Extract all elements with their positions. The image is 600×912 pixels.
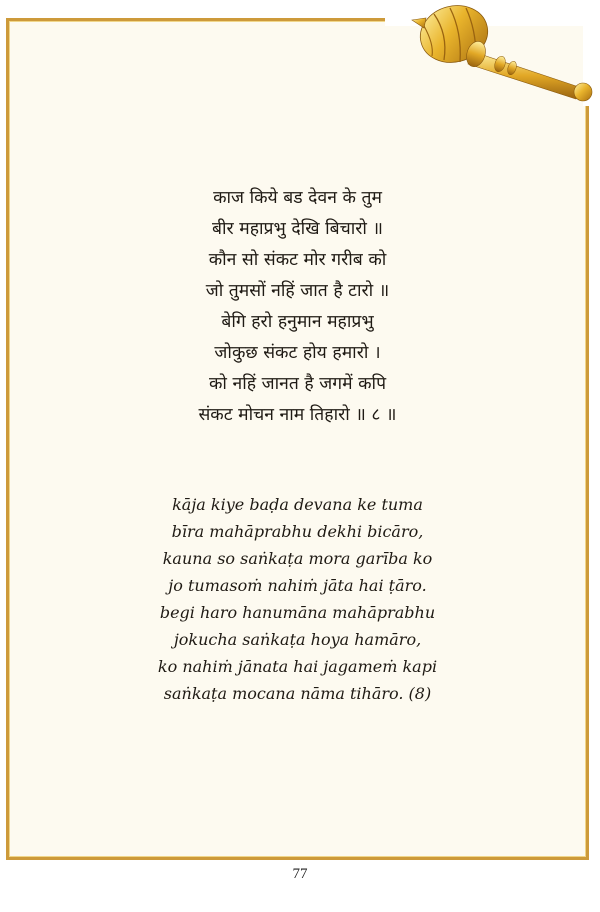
transliteration-line: kauna so saṅkaṭa mora garība ko <box>162 549 433 568</box>
page-number: 77 <box>292 866 308 882</box>
transliteration-line: jo tumasoṁ nahiṁ jāta hai ṭāro. <box>168 576 427 595</box>
verse-line: जो तुमसों नहिं जात है टारो ॥ <box>205 281 390 301</box>
transliteration-line: jokucha saṅkaṭa hoya hamāro, <box>173 630 422 649</box>
page-border-frame <box>6 18 589 860</box>
verse-line: को नहिं जानत है जगमें कपि <box>208 374 387 394</box>
golden-mace-icon <box>404 0 600 110</box>
verse-line: जोकुछ संकट होय हमारो । <box>214 343 381 363</box>
verse-line: संकट मोचन नाम तिहारो ॥ ८ ॥ <box>198 405 397 425</box>
verse-devanagari <box>6 183 589 431</box>
verse-line: काज किये बड देवन के तुम <box>213 188 382 208</box>
verse-line: बेगि हरो हनुमान महाप्रभु <box>221 312 374 332</box>
verse-line: कौन सो संकट मोर गरीब को <box>208 250 387 270</box>
verse-transliteration <box>6 491 589 707</box>
verse-line: बीर महाप्रभु देखि बिचारो ॥ <box>212 219 383 239</box>
transliteration-line: begi haro hanumāna mahāprabhu <box>159 603 436 622</box>
transliteration-line: kāja kiye baḍa devana ke tuma <box>172 495 423 514</box>
transliteration-line: saṅkaṭa mocana nāma tihāro. (8) <box>163 684 432 703</box>
transliteration-line: bīra mahāprabhu dekhi bicāro, <box>171 522 424 541</box>
transliteration-line: ko nahiṁ jānata hai jagameṁ kapi <box>157 657 438 676</box>
